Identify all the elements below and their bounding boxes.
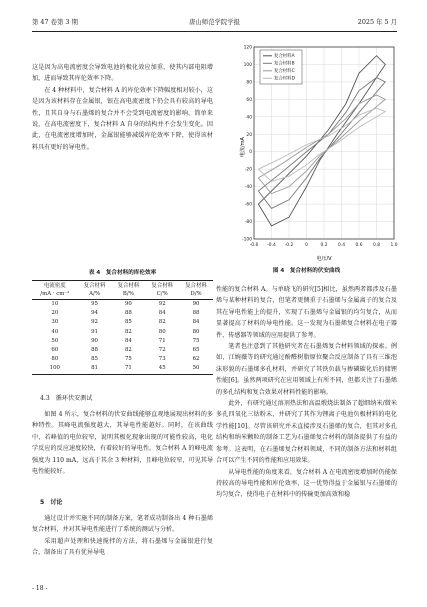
right-column-text (216, 284, 397, 501)
y-tick-label: -100 (242, 237, 252, 243)
left-column-text (32, 62, 213, 153)
table-row: 40 91 82 80 80 (51, 328, 200, 335)
x-axis-label: 电压/V (316, 256, 332, 262)
x-tick-label: 0.2 (320, 243, 328, 248)
chart-legend (260, 50, 302, 84)
header-rule (32, 31, 397, 32)
column-header: 复合材料 D/% (179, 281, 213, 300)
section-5-text (32, 513, 213, 559)
x-tick-label: -0.4 (267, 243, 276, 248)
table-row: 50 90 84 71 75 (51, 337, 200, 344)
volume-issue: 第 47 卷第 3 期 (32, 18, 78, 26)
legend-label: 复合材料B (274, 61, 295, 67)
series-line-3 (258, 95, 385, 194)
column-header: 复合材料 C/% (145, 281, 179, 300)
x-tick-label: 0 (305, 243, 308, 248)
table-row: 20 94 88 84 88 (51, 310, 200, 317)
legend-label: 复合材料C (274, 69, 295, 74)
column-header: 复合材料 B/% (111, 281, 145, 300)
table-row: 80 85 75 73 62 (51, 356, 200, 363)
column-header: 电流密度 /mA · cm⁻² (32, 281, 78, 300)
series-line-4 (258, 108, 385, 181)
table-caption: 表 4 复合材料的库伦效率 (88, 270, 157, 276)
y-tick-label: -60 (244, 202, 252, 208)
y-tick-label: 40 (246, 115, 252, 121)
y-tick-label: 0 (249, 150, 252, 156)
y-tick-label: 120 (243, 45, 252, 51)
legend-label: 复合材料D (274, 76, 295, 82)
y-tick-label: 20 (246, 132, 252, 138)
series-line-2 (258, 78, 385, 209)
paragraph: 此外，有研究通过溶剂热法和高温煅烧法制备了超细纳米/微米多孔四氧化三钴粉末，并研究了其作为锂离子电池负极材料的电化学性能[10]。尽管该研究并未直接涉及石墨烯的复合，但其对多孔结构和纳米颗粒的制备工艺为石墨烯复合材料的制备提供了有益的参考。这表明，在石墨烯复合材料领域，不同的制备方法和材料组合可以产生不同的性能和应用效果。 (216, 400, 397, 465)
efficiency-table (32, 280, 213, 375)
paragraph: 笔者也注意到了其他研究者在石墨烯复合材料领域的探索。例如，江婉薇等的研究通过酚醛树脂原位聚合反应制备了具有三维泡沫形貌的石墨烯多孔材料，并研究了其铁负载与掺磷碳化后的储锂性能[6]。虽然两项研究在应用领域上有所不同，但都关注了石墨烯的多孔结构和复合效果对材料性能的影响。 (216, 343, 397, 396)
x-tick-label: 0.4 (338, 243, 345, 248)
table-row: 60 88 82 72 65 (51, 347, 200, 354)
paragraph: 如图 4 所示，复合材料的伏安曲线能够直观地展现出材料的多种特性。其峰电流强度越大，其导电性能越好。同时，在该曲线中，若峰值的电位较窄，说明其极化现象出现的可能性较高，电化学反应的反应速度较快，有着较好的导电性。复合材料 A 的峰电流强度为 110 mA，远高于其余 3 种材料，且峰电位较窄，可见其导电性能较好。 (32, 411, 213, 476)
table-row: 100 81 71 45 50 (32, 364, 213, 374)
x-tick-label: 0.8 (373, 243, 380, 248)
cv-chart (234, 42, 399, 264)
table-row: 10 95 90 92 90 (51, 301, 200, 307)
paragraph: 在 4 种材料中，复合材料 A 的库伦效率下降幅度相对较小，这是因为该材料存在金属银，银在高电流密度下仍会具有较高的导电性，且其自身与石墨烯的复合并不会受到电流密度的影响。简单来说，在高电流密度下，复合材料 A 自身的结构并不会发生变化。因此，在电流密度增加时，金属银能够减缓库伦效率下降，使得该材料具有更好的导电性。 (32, 86, 213, 151)
y-tick-label: -20 (244, 167, 252, 173)
figure-caption: 图 4 复合材料的伏安曲线 (272, 268, 341, 274)
section-heading: 5 讨论 (40, 499, 63, 506)
legend-label: 复合材料A (274, 54, 295, 59)
issue-date: 2025 年 5 月 (357, 18, 397, 26)
y-axis-label: 电流/mA (240, 137, 246, 157)
paragraph: 采用超声处理和快速搅拌的方法，将石墨烯与金属银进行复合，制备出了具有优异导电 (32, 537, 213, 557)
y-tick-label: -40 (244, 185, 252, 191)
x-tick-label: 1.0 (390, 243, 398, 248)
table-row: 30 92 85 82 84 (51, 319, 200, 326)
y-tick-label: 100 (243, 62, 252, 68)
section-43-text (32, 409, 213, 477)
x-tick-label: 0.6 (355, 243, 363, 248)
y-tick-label: 80 (246, 80, 252, 86)
paragraph: 性能的复合材料 A。与单晓飞的研究[5]相比，虽然两者都涉及石墨烯与某种材料的复合，但笔者更侧重于石墨烯与金属离子的复合及其在导电性能上的提升，实现了石墨烯与金属银的均匀复合，从而显著提高了材料的导电性能。这一发现为石墨烯复合材料在电子器件、传感器等领域的应用提供了参考。 (216, 286, 397, 339)
y-tick-label: -80 (244, 220, 252, 226)
journal-name: 唐山师范学院学报 (188, 18, 241, 26)
paragraph: 这是因为高电流密度会导致电池的极化效应加重，使其内部电阻增加，进而导致其库伦效率下降。 (32, 64, 213, 83)
y-tick-label: 60 (246, 97, 252, 103)
section-heading: 4.3 循环伏安测试 (40, 395, 93, 402)
paragraph: 从导电性能的角度来看，复合材料 A 在电流密度增加时仍能保持较高的导电性能和库伦效率，这一优势得益于金属银与石墨烯的均匀复合，使得电子在材料中的传输更加高效和稳 (216, 468, 397, 499)
running-header (32, 14, 397, 30)
x-tick-label: -0.2 (284, 243, 294, 248)
x-tick-label: -0.6 (249, 243, 259, 248)
column-header: 复合材料 A/% (78, 281, 112, 300)
paragraph: 通过设计并实施不同的制备方案，笔者成功制备出 4 种石墨烯复合材料，并对其导电性能进行了系统的测试与分析。 (32, 515, 213, 534)
page-number: - 18 - (32, 585, 48, 592)
